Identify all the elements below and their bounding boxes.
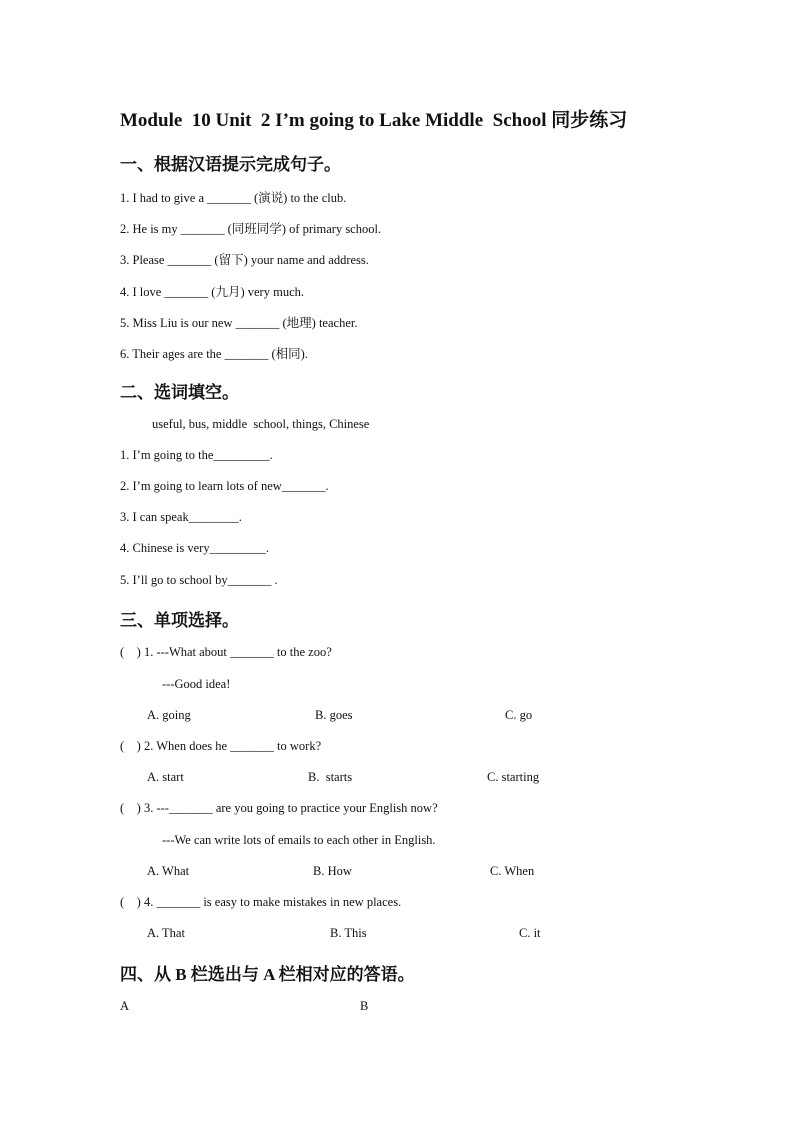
s1-question-2: 2. He is my _______ (同班同学) of primary school. [120, 222, 382, 236]
s3-question-1-stem: ( ) 1. ---What about _______ to the zoo? [120, 645, 332, 659]
s3-question-4-option-c: C. it [519, 926, 541, 940]
s2-question-5: 5. I’ll go to school by_______ . [120, 573, 278, 587]
s3-question-2-option-c: C. starting [487, 770, 540, 784]
s2-question-4: 4. Chinese is very_________. [120, 541, 269, 555]
section-4-heading: 四、从 B 栏选出与 A 栏相对应的答语。 [120, 965, 415, 984]
s1-question-1: 1. I had to give a _______ (演说) to the club. [120, 191, 347, 205]
page-title: Module 10 Unit 2 I’m going to Lake Middle School 同步练习 [120, 110, 628, 131]
s3-question-1-option-c: C. go [505, 708, 533, 722]
s2-question-2: 2. I’m going to learn lots of new_______. [120, 479, 329, 493]
s3-question-1-reply: ---Good idea! [162, 677, 231, 691]
section-1-heading: 一、根据汉语提示完成句子。 [120, 155, 341, 174]
section-2-heading: 二、选词填空。 [120, 383, 239, 402]
s3-question-4-option-a: A. That [147, 926, 185, 940]
section-3-heading: 三、单项选择。 [120, 611, 239, 630]
s3-question-3-option-b: B. How [313, 864, 352, 878]
s3-question-3-option-c: C. When [490, 864, 535, 878]
s1-question-5: 5. Miss Liu is our new _______ (地理) teacher. [120, 316, 358, 330]
s3-question-2-option-a: A. start [147, 770, 184, 784]
s3-question-2-option-b: B. starts [308, 770, 353, 784]
s1-question-3: 3. Please _______ (留下) your name and address. [120, 253, 369, 267]
s3-question-2-stem: ( ) 2. When does he _______ to work? [120, 739, 322, 753]
s3-question-1-option-b: B. goes [315, 708, 353, 722]
s2-question-3: 3. I can speak________. [120, 510, 242, 524]
s3-question-3-reply: ---We can write lots of emails to each other in English. [162, 833, 436, 847]
s3-question-3-option-a: A. What [147, 864, 190, 878]
column-b-label: B [360, 999, 369, 1013]
s1-question-6: 6. Their ages are the _______ (相同). [120, 347, 308, 361]
s3-question-4-option-b: B. This [330, 926, 367, 940]
column-a-label: A [120, 999, 130, 1013]
s3-question-4-stem: ( ) 4. _______ is easy to make mistakes in new places. [120, 895, 402, 909]
word-bank: useful, bus, middle school, things, Chinese [152, 417, 370, 431]
s3-question-3-stem: ( ) 3. ---_______ are you going to practice your English now? [120, 801, 438, 815]
s3-question-1-option-a: A. going [147, 708, 191, 722]
s2-question-1: 1. I’m going to the_________. [120, 448, 273, 462]
s1-question-4: 4. I love _______ (九月) very much. [120, 285, 304, 299]
